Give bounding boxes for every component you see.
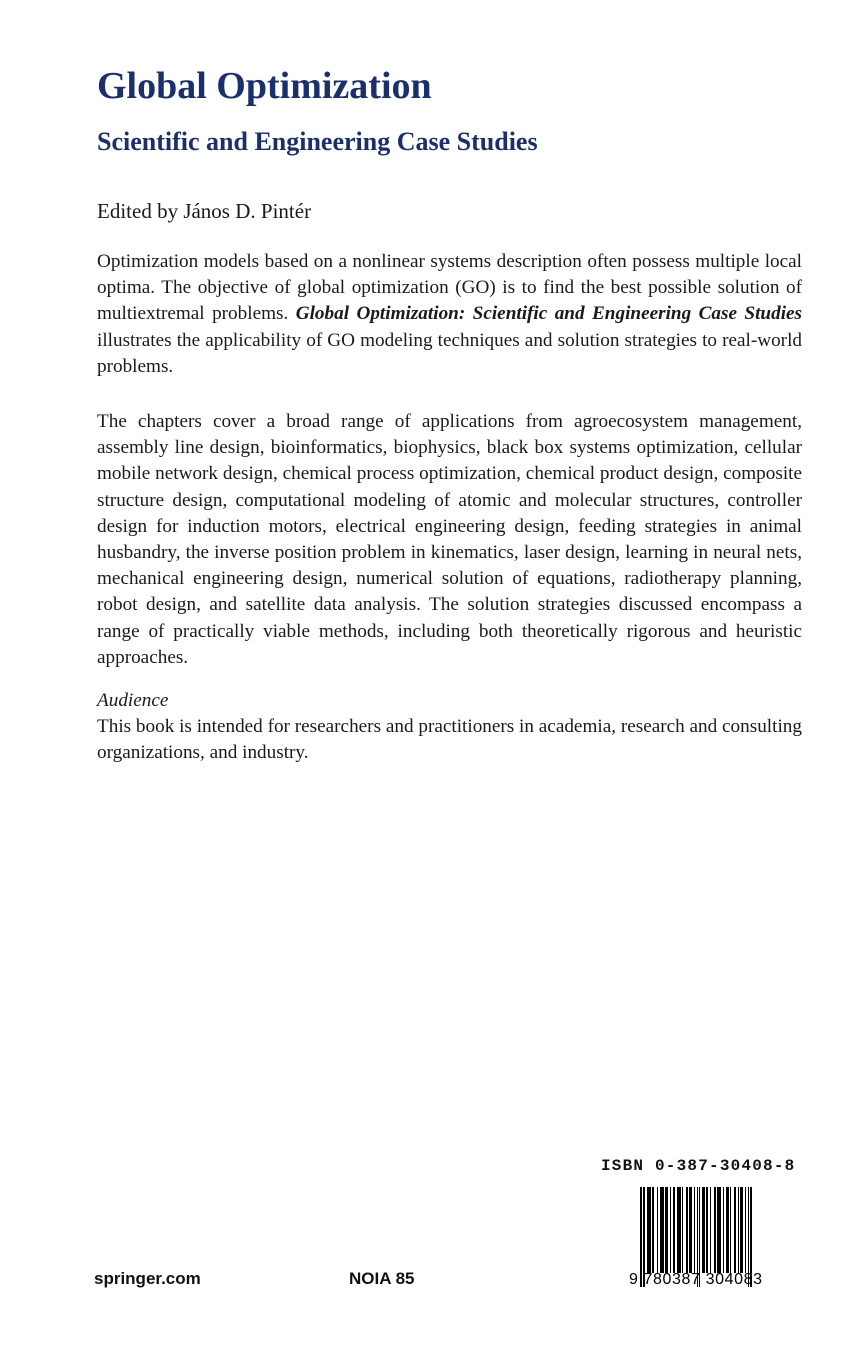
intro-emphasis-title: Global Optimization: Scientific and Engineering Case Studies	[295, 303, 803, 325]
series-code: NOIA 85	[349, 1269, 415, 1288]
publisher-website: springer.com	[94, 1269, 201, 1288]
chapters-paragraph: The chapters cover a broad range of applications from agroecosystem management, assembly line design, bioinformatics, biophysics, black box systems optimization, cellular mobile network design, chemical process optimization, chemical product design, composite structure design, computational modeling of atomic and molecular structures, controller design for induction motors, electrical engineering design, feeding strategies in animal husbandry, the inverse position problem in kinematics, laser design, learning in neural nets, mechanical engineering design, numerical solution of equations, radiotherapy planning, robot design, and satellite data analysis. The solution strategies discussed encompass a range of practically viable methods, including both theoretically rigorous and heuristic approaches.	[97, 411, 802, 668]
intro-lead-text: Optimization models based on a nonlinear systems description often possess multiple local optima. The objective of global optimization (GO) is to find the best possible solution of multiextremal problems.	[97, 251, 802, 325]
isbn-label: ISBN 0-387-30408-8	[601, 1157, 796, 1175]
audience-heading: Audience	[97, 690, 169, 711]
intro-paragraph	[97, 249, 802, 380]
book-subtitle: Scientific and Engineering Case Studies	[97, 127, 538, 156]
barcode-number: 9 780387 304083	[629, 1271, 763, 1288]
book-title: Global Optimization	[97, 65, 432, 107]
intro-tail-text: illustrates the applicability of GO modeling techniques and solution strategies to real-world problems.	[97, 329, 802, 377]
editor-credit: Edited by János D. Pintér	[97, 199, 312, 223]
audience-paragraph: This book is intended for researchers and practitioners in academia, research and consulting organizations, and industry.	[97, 716, 802, 764]
